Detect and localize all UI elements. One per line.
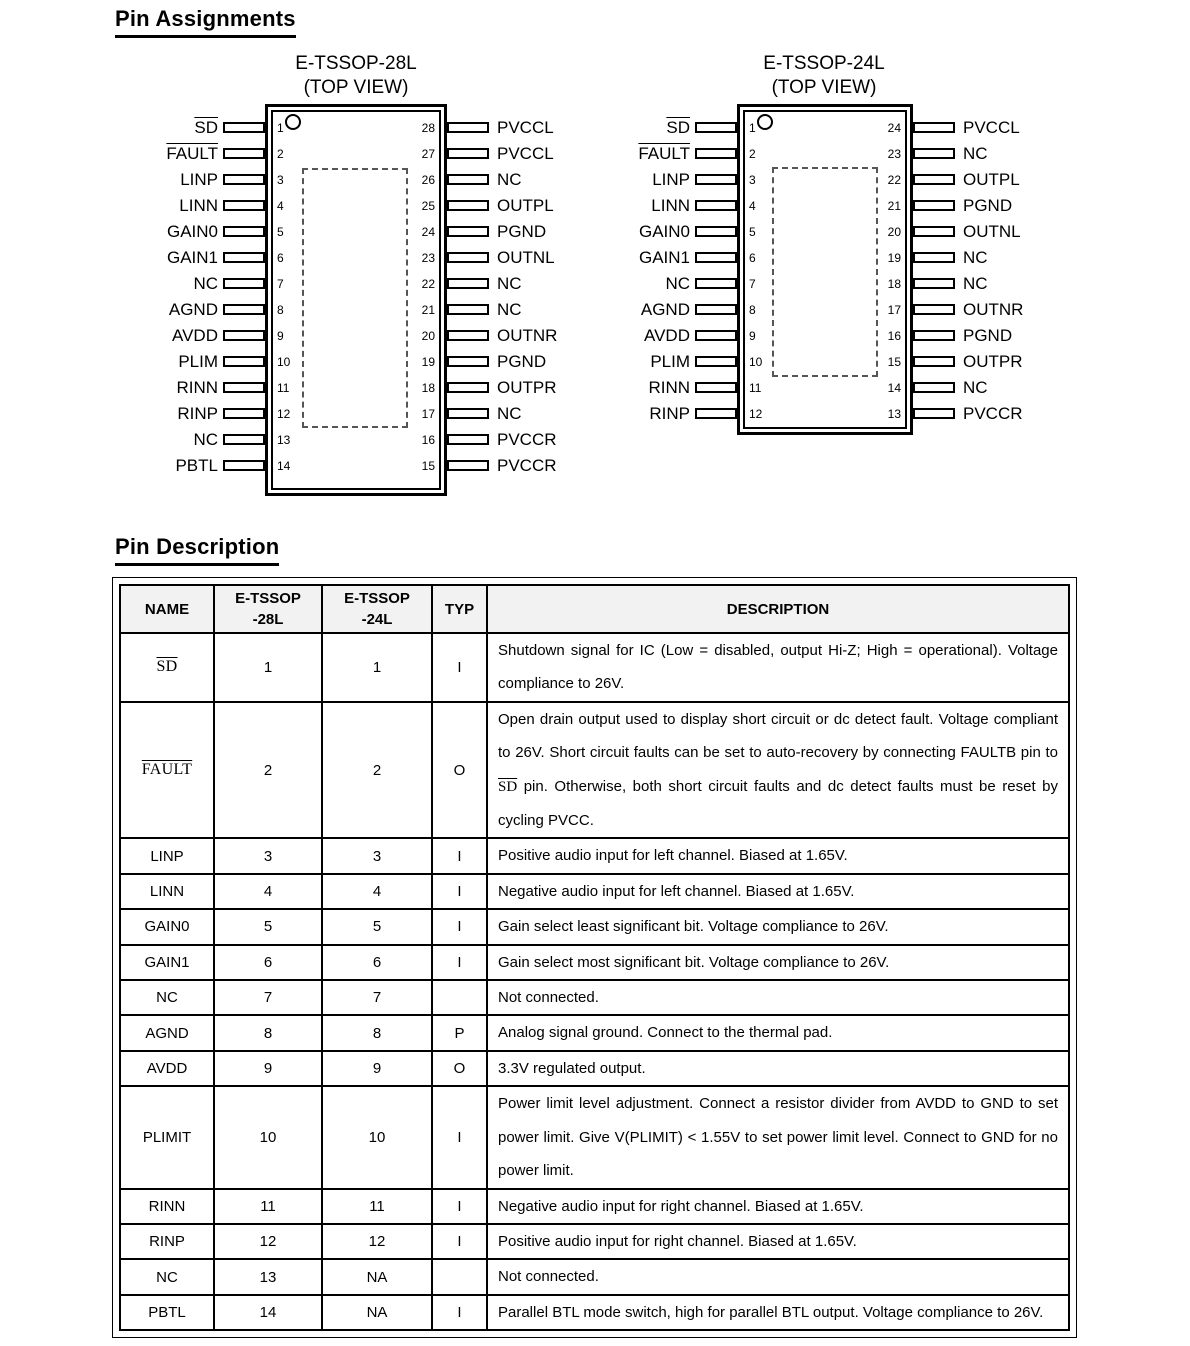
cell-description: Positive audio input for right channel. Biased at 1.65V. xyxy=(487,1224,1069,1259)
cell-etssop-24l: 12 xyxy=(322,1224,432,1259)
pin-label-pvccr: PVCCR xyxy=(963,404,1023,423)
pin-number: 21 xyxy=(421,303,435,317)
pin-number: 9 xyxy=(277,329,284,343)
cell-etssop-24l: 11 xyxy=(322,1189,432,1224)
pin-number: 5 xyxy=(749,225,756,239)
pin-lead xyxy=(913,330,955,341)
cell-etssop-28l: 13 xyxy=(214,1259,322,1294)
pin-label-outpr: OUTPR xyxy=(497,378,557,397)
pin-label-agnd: AGND xyxy=(640,300,690,319)
pin-number: 16 xyxy=(421,433,435,447)
cell-name xyxy=(120,702,214,839)
pin-lead xyxy=(913,122,955,133)
column-header-etssop-24l-line1: E-TSSOP xyxy=(344,590,410,607)
package-24l-title-line: E-TSSOP-24L xyxy=(763,53,885,74)
pin-label-nc: NC xyxy=(497,300,522,319)
cell-name: PBTL xyxy=(120,1295,214,1330)
pin-row-linp xyxy=(120,838,1069,873)
pin-label-nc: NC xyxy=(497,404,522,423)
pin-number: 16 xyxy=(887,329,901,343)
overline-text: FAULT xyxy=(141,761,193,779)
pin-number: 26 xyxy=(421,173,435,187)
pin-label-nc: NC xyxy=(963,248,988,267)
cell-etssop-24l: NA xyxy=(322,1259,432,1294)
pin-label-pgnd: PGND xyxy=(963,196,1013,215)
cell-etssop-28l: 5 xyxy=(214,909,322,944)
cell-name: PLIMIT xyxy=(120,1086,214,1188)
pin-label-sd xyxy=(0,117,218,139)
pin-number: 1 xyxy=(277,121,284,135)
pin-number: 15 xyxy=(887,355,901,369)
pin-lead xyxy=(223,382,265,393)
pin-label-fault xyxy=(0,143,218,165)
pin-lead xyxy=(695,200,737,211)
pin-lead xyxy=(695,304,737,315)
cell-etssop-24l: 6 xyxy=(322,945,432,980)
cell-description: Positive audio input for left channel. Biased at 1.65V. xyxy=(487,838,1069,873)
pin-number: 13 xyxy=(277,433,291,447)
pin-lead xyxy=(913,278,955,289)
cell-typ xyxy=(432,1259,487,1294)
cell-typ xyxy=(432,980,487,1015)
cell-typ: O xyxy=(432,702,487,839)
cell-etssop-28l: 1 xyxy=(214,633,322,702)
overline-text: $\overline{SD}$ xyxy=(498,778,518,795)
cell-etssop-24l: 8 xyxy=(322,1015,432,1050)
pin-lead xyxy=(695,356,737,367)
pin-number: 24 xyxy=(421,225,435,239)
pin-row-gain0 xyxy=(120,909,1069,944)
pin-lead xyxy=(913,252,955,263)
pin-row-sd xyxy=(120,633,1069,702)
pin-lead xyxy=(223,200,265,211)
cell-etssop-24l: 5 xyxy=(322,909,432,944)
pin-label-pvccl: PVCCL xyxy=(963,118,1020,137)
cell-name: RINP xyxy=(120,1224,214,1259)
pin-number: 2 xyxy=(749,147,756,161)
pin-label-outpl: OUTPL xyxy=(963,170,1020,189)
section-title-pin-assignments: Pin Assignments xyxy=(115,6,296,38)
pin-label-nc: NC xyxy=(497,274,522,293)
cell-typ: I xyxy=(432,909,487,944)
cell-description: Analog signal ground. Connect to the thermal pad. xyxy=(487,1015,1069,1050)
pin-number: 18 xyxy=(887,277,901,291)
pin-label-linn: LINN xyxy=(651,196,690,215)
cell-name: AGND xyxy=(120,1015,214,1050)
pin-label-nc: NC xyxy=(193,274,218,293)
pin-lead xyxy=(223,408,265,419)
cell-description: Not connected. xyxy=(487,1259,1069,1294)
column-header-name: NAME xyxy=(120,585,214,633)
overline-text: $\overline{SD}$ xyxy=(666,118,690,137)
pin-label-pbtl: PBTL xyxy=(175,456,218,475)
column-header-etssop-28l-line1: E-TSSOP xyxy=(235,590,301,607)
pin-number: 14 xyxy=(887,381,901,395)
pin-number: 12 xyxy=(749,407,763,421)
pin-number: 11 xyxy=(749,381,762,395)
cell-etssop-24l: 7 xyxy=(322,980,432,1015)
pin-lead xyxy=(223,174,265,185)
package-28l-title xyxy=(295,52,416,100)
cell-typ: I xyxy=(432,633,487,702)
column-header-etssop-24l-line2: -24L xyxy=(361,611,393,628)
pin-lead xyxy=(223,278,265,289)
section-title-pin-description: Pin Description xyxy=(115,534,279,566)
pin-number: 8 xyxy=(749,303,756,317)
pin-number: 18 xyxy=(421,381,435,395)
cell-etssop-28l: 9 xyxy=(214,1051,322,1086)
cell-description: Not connected. xyxy=(487,980,1069,1015)
cell-name: LINP xyxy=(120,838,214,873)
package-24l-subtitle: (TOP VIEW) xyxy=(771,77,877,98)
cell-description: Gain select most significant bit. Voltage compliance to 26V. xyxy=(487,945,1069,980)
cell-typ: I xyxy=(432,838,487,873)
pin-row-linn xyxy=(120,874,1069,909)
pin-label-pgnd: PGND xyxy=(497,352,547,371)
pin-number: 10 xyxy=(749,355,763,369)
pin-lead xyxy=(913,200,955,211)
pin-lead xyxy=(695,278,737,289)
pin-number: 9 xyxy=(749,329,756,343)
pin-number: 13 xyxy=(887,407,901,421)
pin-lead xyxy=(913,148,955,159)
pin-number: 10 xyxy=(277,355,291,369)
pin-label-linp: LINP xyxy=(652,170,690,189)
pin-label-agnd: AGND xyxy=(168,300,218,319)
pin-lead xyxy=(223,304,265,315)
pin-label-nc: NC xyxy=(665,274,690,293)
cell-name: NC xyxy=(120,1259,214,1294)
pin-label-plim: PLIM xyxy=(650,352,690,371)
pin-number: 6 xyxy=(277,251,284,265)
cell-typ: I xyxy=(432,1189,487,1224)
pin-lead xyxy=(695,226,737,237)
pin-lead xyxy=(695,122,737,133)
pin-label-pvccl: PVCCL xyxy=(497,118,554,137)
pin-number: 27 xyxy=(421,147,435,161)
cell-etssop-24l: 10 xyxy=(322,1086,432,1188)
cell-typ: I xyxy=(432,1086,487,1188)
column-header-etssop-28l-line2: -28L xyxy=(252,611,284,628)
pin-lead xyxy=(223,226,265,237)
pin-row-gain1 xyxy=(120,945,1069,980)
cell-typ: I xyxy=(432,945,487,980)
cell-name: RINN xyxy=(120,1189,214,1224)
pin-number: 28 xyxy=(421,121,435,135)
pin-number: 19 xyxy=(421,355,435,369)
cell-etssop-24l: 4 xyxy=(322,874,432,909)
pin-label-pvccr: PVCCR xyxy=(497,456,557,475)
pin-label-rinn: RINN xyxy=(176,378,218,397)
pin-label-pgnd: PGND xyxy=(497,222,547,241)
pin-row-rinn xyxy=(120,1189,1069,1224)
pin-label-nc: NC xyxy=(497,170,522,189)
cell-etssop-28l: 10 xyxy=(214,1086,322,1188)
pin-lead xyxy=(447,434,489,445)
cell-description: Power limit level adjustment. Connect a resistor divider from AVDD to GND to set power limit. Give V(PLIMIT) < 1.55V to set power limit level. Connect to GND for no power limit. xyxy=(487,1086,1069,1188)
pin-lead xyxy=(913,304,955,315)
cell-etssop-28l: 6 xyxy=(214,945,322,980)
cell-typ: I xyxy=(432,874,487,909)
cell-name: GAIN0 xyxy=(120,909,214,944)
pin-number: 1 xyxy=(749,121,756,135)
pin-label-gain1: GAIN1 xyxy=(166,248,218,267)
cell-description: Parallel BTL mode switch, high for parallel BTL output. Voltage compliance to 26V. xyxy=(487,1295,1069,1330)
pin-label-outpr: OUTPR xyxy=(963,352,1023,371)
pin-number: 23 xyxy=(421,251,435,265)
pin-label-rinp: RINP xyxy=(649,404,690,423)
pin-number: 11 xyxy=(277,381,290,395)
package-28l-thermal-pad-outline xyxy=(302,168,408,428)
pin-number: 25 xyxy=(421,199,435,213)
pin-number: 17 xyxy=(421,407,435,421)
cell-description: Negative audio input for right channel. Biased at 1.65V. xyxy=(487,1189,1069,1224)
table-header-row xyxy=(120,585,1069,633)
cell-etssop-28l: 11 xyxy=(214,1189,322,1224)
cell-typ: I xyxy=(432,1224,487,1259)
pin-lead xyxy=(223,148,265,159)
pin-number: 15 xyxy=(421,459,435,473)
pin-row-agnd xyxy=(120,1015,1069,1050)
pin-lead xyxy=(695,252,737,263)
pin-number: 8 xyxy=(277,303,284,317)
cell-typ: O xyxy=(432,1051,487,1086)
package-28l-title-line: E-TSSOP-28L xyxy=(295,53,417,74)
pin-number: 7 xyxy=(277,277,284,291)
pin-label-gain0: GAIN0 xyxy=(638,222,690,241)
pin-number: 23 xyxy=(887,147,901,161)
pin-label-avdd: AVDD xyxy=(644,326,690,345)
pin-number: 22 xyxy=(421,277,435,291)
pin-number: 5 xyxy=(277,225,284,239)
pin-number: 2 xyxy=(277,147,284,161)
cell-name: LINN xyxy=(120,874,214,909)
cell-description: Negative audio input for left channel. Biased at 1.65V. xyxy=(487,874,1069,909)
cell-etssop-28l: 3 xyxy=(214,838,322,873)
pin-lead xyxy=(695,330,737,341)
cell-description: Shutdown signal for IC (Low = disabled, output Hi-Z; High = operational). Voltage compliance to 26V. xyxy=(487,633,1069,702)
pin-row-nc xyxy=(120,980,1069,1015)
pin-row-fault xyxy=(120,702,1069,839)
pin-label-pvccl: PVCCL xyxy=(497,144,554,163)
cell-name: AVDD xyxy=(120,1051,214,1086)
package-24l-thermal-pad-outline xyxy=(772,167,878,377)
column-header-etssop-28l xyxy=(214,585,322,633)
pin-label-gain0: GAIN0 xyxy=(166,222,218,241)
pin-label-nc: NC xyxy=(963,274,988,293)
pin-table-body xyxy=(120,633,1069,1330)
pin-label-rinp: RINP xyxy=(177,404,218,423)
pin-lead xyxy=(447,460,489,471)
cell-etssop-28l: 7 xyxy=(214,980,322,1015)
column-header-typ: TYP xyxy=(432,585,487,633)
pin-label-nc: NC xyxy=(193,430,218,449)
pin-number: 21 xyxy=(887,199,901,213)
pin-number: 17 xyxy=(887,303,901,317)
pin-number: 4 xyxy=(749,199,756,213)
overline-text: FAULT xyxy=(166,144,218,163)
cell-description: 3.3V regulated output. xyxy=(487,1051,1069,1086)
pin-label-fault xyxy=(470,143,690,165)
cell-etssop-24l: NA xyxy=(322,1295,432,1330)
pin-description-table xyxy=(119,584,1070,1331)
cell-etssop-28l: 8 xyxy=(214,1015,322,1050)
cell-etssop-28l: 4 xyxy=(214,874,322,909)
pin-table-frame xyxy=(112,577,1077,1338)
pin-label-outnr: OUTNR xyxy=(963,300,1024,319)
pin-label-sd xyxy=(470,117,690,139)
package-28l-pin1-marker xyxy=(285,114,301,130)
pin-lead xyxy=(695,408,737,419)
pin-row-nc xyxy=(120,1259,1069,1294)
column-header-etssop-24l xyxy=(322,585,432,633)
cell-name: NC xyxy=(120,980,214,1015)
package-24l-title xyxy=(763,52,884,100)
pin-label-avdd: AVDD xyxy=(172,326,218,345)
pin-row-avdd xyxy=(120,1051,1069,1086)
pin-label-outnl: OUTNL xyxy=(497,248,555,267)
pin-row-pbtl xyxy=(120,1295,1069,1330)
pin-label-rinn: RINN xyxy=(648,378,690,397)
package-28l-subtitle: (TOP VIEW) xyxy=(303,77,409,98)
cell-etssop-28l: 2 xyxy=(214,702,322,839)
pin-label-plim: PLIM xyxy=(178,352,218,371)
pin-number: 6 xyxy=(749,251,756,265)
pin-lead xyxy=(223,434,265,445)
cell-typ: I xyxy=(432,1295,487,1330)
cell-etssop-24l: 1 xyxy=(322,633,432,702)
pin-lead xyxy=(913,226,955,237)
pin-label-nc: NC xyxy=(963,378,988,397)
pin-label-gain1: GAIN1 xyxy=(638,248,690,267)
cell-etssop-24l: 3 xyxy=(322,838,432,873)
cell-etssop-24l: 9 xyxy=(322,1051,432,1086)
cell-etssop-24l: 2 xyxy=(322,702,432,839)
cell-name xyxy=(120,633,214,702)
pin-label-pgnd: PGND xyxy=(963,326,1013,345)
pin-lead xyxy=(223,356,265,367)
pin-lead xyxy=(223,122,265,133)
pin-lead xyxy=(913,356,955,367)
pin-number: 3 xyxy=(277,173,284,187)
pin-row-plimit xyxy=(120,1086,1069,1188)
pin-number: 20 xyxy=(887,225,901,239)
pin-label-linp: LINP xyxy=(180,170,218,189)
pin-lead xyxy=(223,252,265,263)
pin-lead xyxy=(913,382,955,393)
cell-etssop-28l: 12 xyxy=(214,1224,322,1259)
pin-label-pvccr: PVCCR xyxy=(497,430,557,449)
pin-label-outnl: OUTNL xyxy=(963,222,1021,241)
pin-number: 20 xyxy=(421,329,435,343)
cell-name: GAIN1 xyxy=(120,945,214,980)
cell-description: Gain select least significant bit. Voltage compliance to 26V. xyxy=(487,909,1069,944)
pin-label-outnr: OUTNR xyxy=(497,326,558,345)
pin-number: 4 xyxy=(277,199,284,213)
overline-text: FAULT xyxy=(638,144,690,163)
pin-lead xyxy=(223,330,265,341)
pin-number: 7 xyxy=(749,277,756,291)
pin-row-rinp xyxy=(120,1224,1069,1259)
package-24l-pin1-marker xyxy=(757,114,773,130)
pin-number: 24 xyxy=(887,121,901,135)
pin-lead xyxy=(695,148,737,159)
pin-label-linn: LINN xyxy=(179,196,218,215)
column-header-description: DESCRIPTION xyxy=(487,585,1069,633)
cell-etssop-28l: 14 xyxy=(214,1295,322,1330)
pin-lead xyxy=(695,174,737,185)
pin-number: 22 xyxy=(887,173,901,187)
pin-number: 19 xyxy=(887,251,901,265)
pin-number: 12 xyxy=(277,407,291,421)
pin-lead xyxy=(695,382,737,393)
pin-label-nc: NC xyxy=(963,144,988,163)
pin-lead xyxy=(223,460,265,471)
cell-description: Open drain output used to display short circuit or dc detect fault. Voltage compliant to 26V. Short circuit faults can be set to auto-recovery by connecting FAULTB pin to $\overline{SD}$ pin. Otherwise, both short circuit faults and dc detect faults must be reset by cycling PVCC. xyxy=(487,702,1069,839)
pin-number: 14 xyxy=(277,459,291,473)
pin-lead xyxy=(913,408,955,419)
overline-text: $\overline{SD}$ xyxy=(194,118,218,137)
pin-lead xyxy=(913,174,955,185)
overline-text: $\overline{SD}$ xyxy=(156,658,178,676)
pin-number: 3 xyxy=(749,173,756,187)
pin-label-outpl: OUTPL xyxy=(497,196,554,215)
cell-typ: P xyxy=(432,1015,487,1050)
